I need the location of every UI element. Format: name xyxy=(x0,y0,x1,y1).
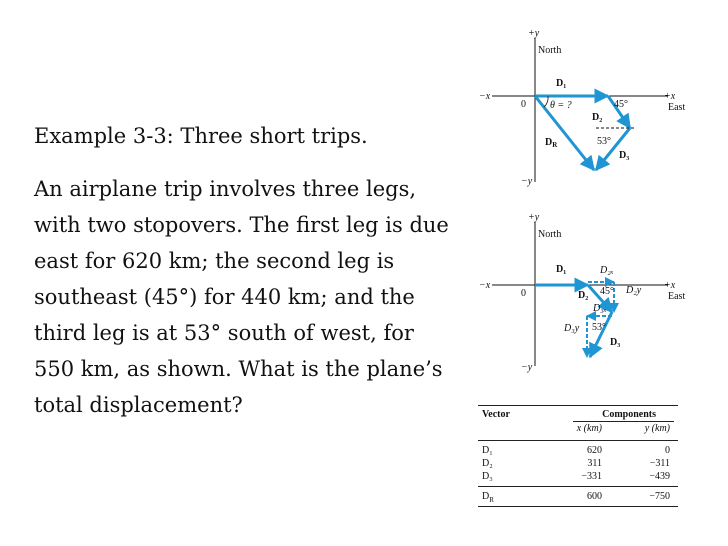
bottom-minus-x: −x xyxy=(479,280,491,291)
top-dr-label: $D_R$ xyxy=(545,137,558,149)
bottom-d3-vector xyxy=(590,312,612,357)
top-plus-x: +x xyxy=(664,91,676,102)
header-y: y (km) xyxy=(644,423,670,434)
header-components: Components xyxy=(602,409,656,420)
table-result-row: $D_R$ 600 −750 xyxy=(482,491,670,504)
top-d3-label: D₃ xyxy=(619,150,630,161)
top-north-label: North xyxy=(538,45,562,56)
top-d3-vector xyxy=(596,128,630,170)
top-plus-y: +y xyxy=(528,28,540,39)
bottom-d3-label: D₃ xyxy=(610,337,621,348)
bottom-d2x-label: D₂ₓ xyxy=(600,265,614,276)
top-theta-arc xyxy=(544,96,548,107)
bottom-origin: 0 xyxy=(521,288,526,299)
bottom-angle-53: 53° xyxy=(592,322,606,333)
top-minus-y: −y xyxy=(521,176,533,187)
slide-title: Example 3-3: Three short trips. xyxy=(34,124,368,148)
bottom-d3y-label: D₃y xyxy=(564,323,580,334)
bottom-d2-label: D₂ xyxy=(578,290,589,301)
bottom-diagram xyxy=(479,212,685,373)
bottom-minus-y: −y xyxy=(521,362,533,373)
bottom-plus-x: +x xyxy=(664,280,676,291)
top-angle-53: 53° xyxy=(597,136,611,147)
header-vector: Vector xyxy=(482,409,510,420)
components-table xyxy=(478,405,678,507)
table-row: D₃ −331 −439 xyxy=(482,471,670,482)
top-minus-x: −x xyxy=(479,91,491,102)
table-header xyxy=(478,406,678,440)
bottom-d2y-label: D₂y xyxy=(626,285,642,296)
bottom-east-label: East xyxy=(668,291,686,302)
top-east-label: East xyxy=(668,102,686,113)
header-x: x (km) xyxy=(576,423,602,434)
table-row: D₁ 620 0 xyxy=(482,445,670,456)
bottom-d3x-label: D₃ₓ xyxy=(593,303,607,314)
top-origin: 0 xyxy=(521,99,526,110)
top-d1-label: D₁ xyxy=(556,78,567,89)
top-theta-label: θ = ? xyxy=(550,100,572,111)
bottom-d1-label: D₁ xyxy=(556,264,567,275)
top-angle-45: 45° xyxy=(614,99,628,110)
bottom-plus-y: +y xyxy=(528,212,540,223)
table-row: D₂ 311 −311 xyxy=(482,458,670,469)
problem-text: An airplane trip involves three legs, with two stopovers. The first leg is due east for 620 km; the second leg is southeast (45°) for 440 km; and the third leg is at 53° south of west, for 550 km, as shown. What is the plane’s total displacement? xyxy=(34,177,449,417)
bottom-angle-45: 45° xyxy=(600,286,614,297)
top-diagram xyxy=(479,28,685,187)
bottom-north-label: North xyxy=(538,229,562,240)
top-d2-label: D₂ xyxy=(592,112,603,123)
